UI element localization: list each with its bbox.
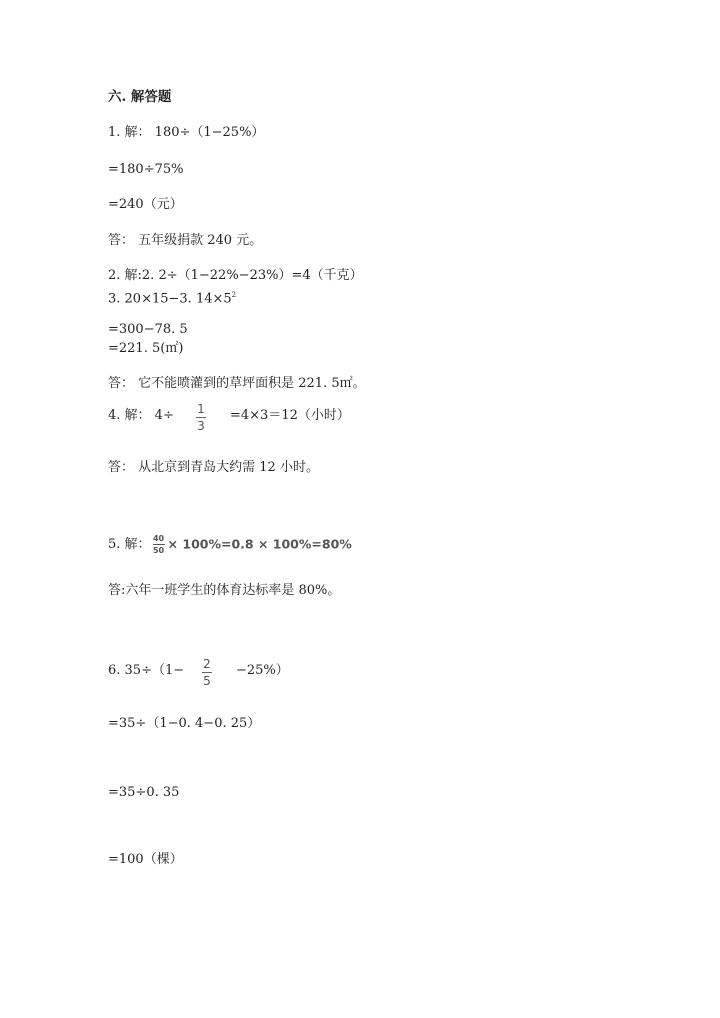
q4-prefix: 4. 解： 4÷ xyxy=(108,408,174,423)
q5-line-1 xyxy=(108,534,352,555)
q4-answer: 答： 从北京到青岛大约需 12 小时。 xyxy=(108,460,319,475)
q6-fraction xyxy=(202,657,212,688)
q5-fraction-bar xyxy=(153,544,165,545)
q5-answer: 答:六年一班学生的体育达标率是 80%。 xyxy=(108,583,341,598)
q6-fraction-bar xyxy=(202,672,212,673)
q6-prefix: 6. 35÷（1− xyxy=(108,663,185,678)
section-title: 六. 解答题 xyxy=(108,89,172,105)
q4-suffix: =4×3＝12（小时） xyxy=(230,408,350,423)
q6-line-3: =35÷0. 35 xyxy=(108,785,180,800)
q5-fraction xyxy=(153,534,165,555)
q2-line-1: 2. 解:2. 2÷（1−22%−23%）=4（千克） xyxy=(108,268,363,283)
q1-line-2: =180÷75% xyxy=(108,162,184,177)
q6-line-4: =100（棵） xyxy=(108,852,183,867)
q1-line-1: 1. 解： 180÷（1−25%） xyxy=(108,125,265,140)
q3-line-1-text: 3. 20×15−3. 14×5 xyxy=(108,291,232,307)
q3-line-3 xyxy=(108,341,183,357)
q4-line-1 xyxy=(108,408,174,424)
q5-prefix: 5. 解： xyxy=(108,537,151,552)
q3-line-2: =300−78. 5 xyxy=(108,322,188,337)
q6-fraction-numerator: 2 xyxy=(203,657,211,671)
q6-line-2: =35÷（1−0. 4−0. 25） xyxy=(108,716,261,731)
q4-fraction-denominator: 3 xyxy=(197,419,205,433)
q5-formula: × 100%=0.8 × 100%=80% xyxy=(167,536,352,552)
q4-fraction-bar xyxy=(196,417,206,418)
q3-answer: 答： 它不能喷灌到的草坪面积是 221. 5㎡。 xyxy=(108,376,366,391)
q3-line-1 xyxy=(108,287,236,307)
q6-suffix: −25%） xyxy=(236,663,289,678)
q4-fraction xyxy=(196,402,206,433)
q1-line-3: =240（元） xyxy=(108,197,183,212)
q5-fraction-numerator: 40 xyxy=(152,534,165,543)
q1-answer: 答： 五年级捐款 240 元。 xyxy=(108,233,263,248)
q6-line-1 xyxy=(108,663,184,679)
q6-fraction-denominator: 5 xyxy=(203,674,211,688)
q5-fraction-denominator: 50 xyxy=(152,546,165,555)
q4-fraction-numerator: 1 xyxy=(197,402,205,416)
q3-exponent: 2 xyxy=(231,291,237,299)
q3-line-3-text: =221. 5(㎡) xyxy=(108,341,184,356)
